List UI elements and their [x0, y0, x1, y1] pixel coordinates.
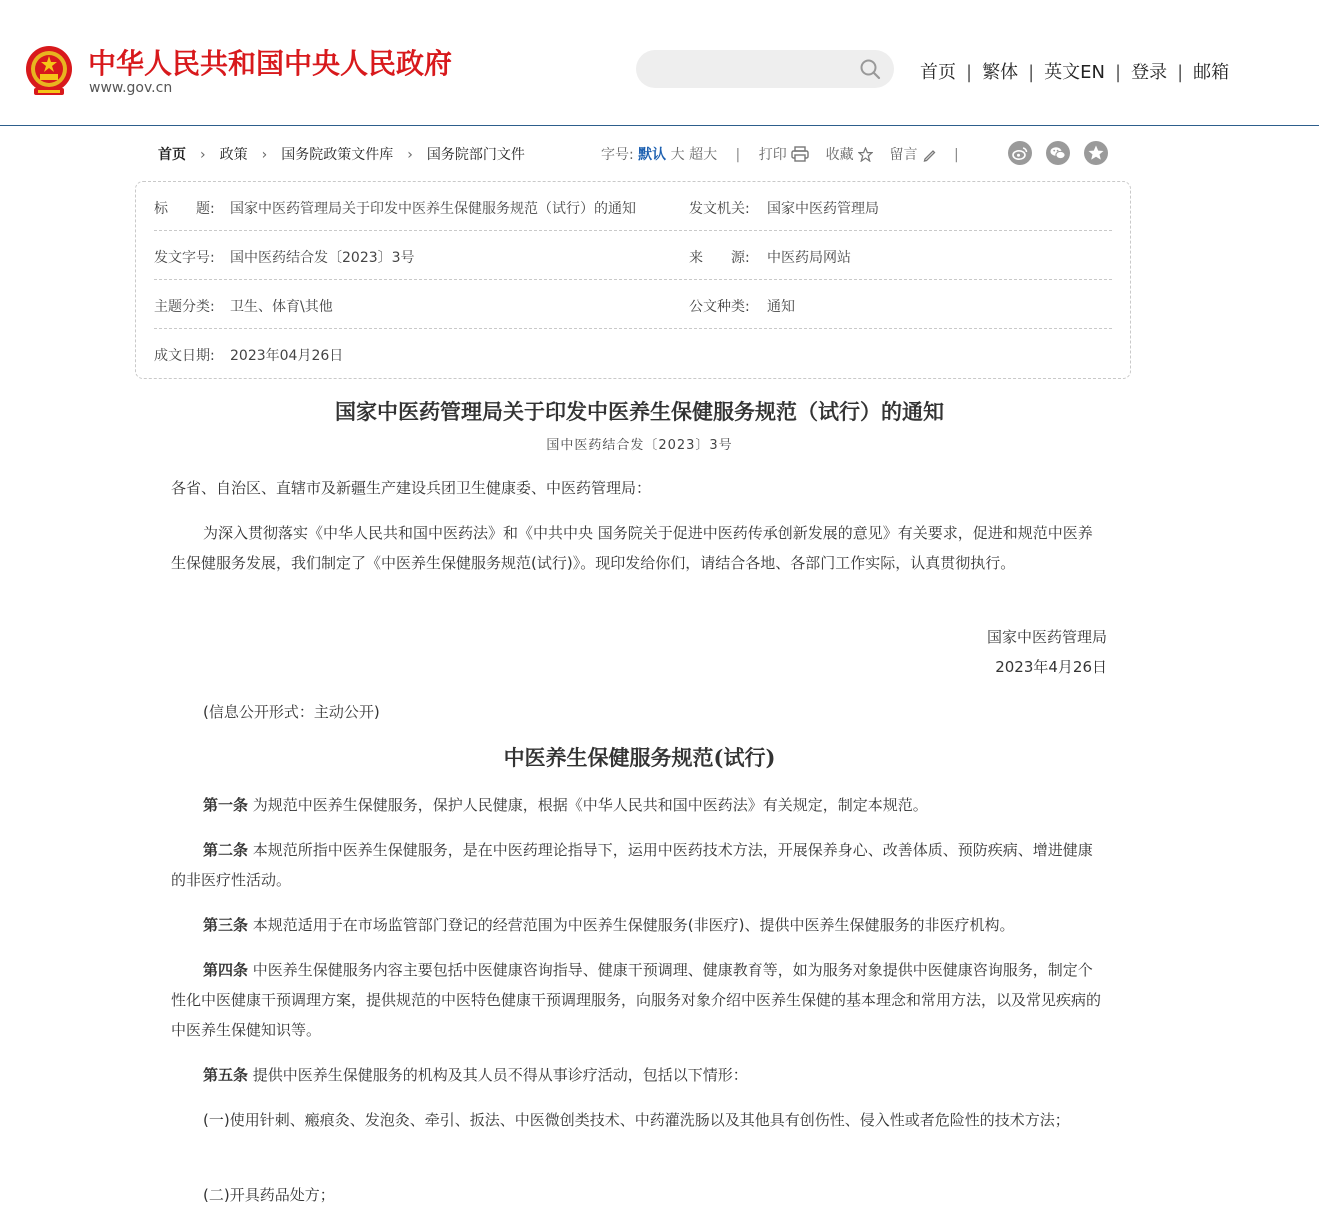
divider: | — [953, 147, 959, 163]
topic-label: 主题分类: — [154, 299, 215, 315]
article-tools — [601, 144, 973, 164]
font-size-default[interactable]: 默认 — [638, 147, 667, 163]
list-item: (二)开具药品处方； — [203, 1186, 335, 1204]
article-clause — [171, 955, 1107, 1045]
breadcrumb — [158, 144, 525, 164]
sign-date: 2023年4月26日 — [995, 658, 1107, 676]
list-item: (一)使用针刺、瘢痕灸、发泡灸、牵引、扳法、中医微创类技术、中药灌洗肠以及其他具有创伤性、侵入性或者危险性的技术方法； — [203, 1111, 1070, 1129]
nav-separator: | — [1177, 62, 1184, 83]
issuer-value: 国家中医药管理局 — [767, 201, 879, 217]
doc-number-value: 国中医药结合发〔2023〕3号 — [230, 250, 415, 266]
search-icon[interactable] — [859, 58, 881, 80]
top-nav — [920, 58, 1229, 84]
clause-text: 为规范中医养生保健服务，保护人民健康，根据《中华人民共和国中医药法》有关规定，制定本规范。 — [248, 796, 928, 814]
breadcrumb-policy-library[interactable]: 国务院政策文件库 — [281, 147, 394, 163]
topic-value: 卫生、体育\其他 — [230, 299, 333, 315]
font-size-xlarge[interactable]: 超大 — [689, 147, 718, 163]
nav-traditional[interactable]: 繁体 — [982, 62, 1019, 83]
national-emblem-icon[interactable] — [24, 44, 74, 98]
nav-separator: | — [1028, 62, 1035, 83]
clause-text: 本规范适用于在市场监管部门登记的经营范围为中医养生保健服务(非医疗)、提供中医养生保健服务的非医疗机构。 — [248, 916, 1015, 934]
article-doc-number: 国中医药结合发〔2023〕3号 — [546, 438, 733, 453]
source-label: 来 源: — [689, 250, 750, 266]
article-clause — [171, 1060, 1107, 1090]
site-domain: www.gov.cn — [89, 80, 173, 96]
article-clause — [171, 790, 1107, 820]
breadcrumb-policy[interactable]: 政策 — [219, 147, 248, 163]
divider: | — [735, 147, 741, 163]
header-divider — [0, 125, 1319, 126]
favorite-button[interactable] — [826, 144, 873, 164]
nav-separator: | — [1115, 62, 1122, 83]
clause-text: 提供中医养生保健服务的机构及其人员不得从事诊疗活动，包括以下情形： — [248, 1066, 748, 1084]
nav-separator: | — [966, 62, 973, 83]
search-box — [636, 50, 894, 88]
printer-icon — [791, 146, 809, 162]
clause-text: 本规范所指中医养生保健服务，是在中医药理论指导下，运用中医药技术方法，开展保养身心、改善体质、预防疾病、增进健康的非医疗性活动。 — [171, 841, 1093, 889]
nav-login[interactable]: 登录 — [1131, 62, 1168, 83]
comment-button[interactable] — [890, 144, 936, 164]
clause-label: 第三条 — [203, 916, 249, 934]
doc-type-label: 公文种类: — [689, 299, 750, 315]
clause-label: 第二条 — [203, 841, 249, 859]
doc-number-label: 发文字号: — [154, 250, 215, 266]
comment-label: 留言 — [889, 147, 918, 163]
breadcrumb-department-docs[interactable]: 国务院部门文件 — [426, 147, 525, 163]
title-label: 标 题: — [154, 201, 215, 217]
chevron-right-icon: › — [200, 147, 206, 163]
font-size-label: 字号: — [601, 147, 634, 163]
clause-text: 中医养生保健服务内容主要包括中医健康咨询指导、健康干预调理、健康教育等，如为服务对象提供中医健康咨询服务，制定个性化中医健康干预调理方案，提供规范的中医特色健康干预调理服务，向服务对象介绍中医养生保健的基本理念和常用方法，以及常见疾病的中医养生保健知识等。 — [171, 961, 1102, 1039]
qzone-icon[interactable] — [1084, 141, 1108, 165]
chevron-right-icon: › — [261, 147, 268, 163]
info-row — [154, 231, 1112, 280]
disclosure-note: (信息公开形式：主动公开) — [203, 703, 380, 721]
date-label: 成文日期: — [154, 348, 215, 364]
article-title: 国家中医药管理局关于印发中医养生保健服务规范（试行）的通知 — [335, 399, 944, 424]
pencil-icon — [922, 148, 936, 162]
favorite-label: 收藏 — [825, 147, 854, 163]
article-clause — [171, 835, 1107, 895]
breadcrumb-home[interactable]: 首页 — [158, 147, 186, 163]
nav-mail[interactable]: 邮箱 — [1193, 62, 1230, 83]
wechat-icon[interactable] — [1046, 141, 1070, 165]
weibo-icon[interactable] — [1008, 141, 1032, 165]
source-value: 中医药局网站 — [767, 250, 851, 266]
site-title[interactable]: 中华人民共和国中央人民政府 — [88, 47, 453, 80]
issuer-label: 发文机关: — [689, 201, 750, 217]
article-clause — [171, 910, 1107, 940]
doc-type-value: 通知 — [767, 299, 795, 315]
clause-label: 第五条 — [203, 1066, 249, 1084]
date-value: 2023年04月26日 — [230, 348, 344, 364]
signer: 国家中医药管理局 — [986, 628, 1107, 646]
salutation: 各省、自治区、直辖市及新疆生产建设兵团卫生健康委、中医药管理局： — [171, 479, 652, 497]
print-label: 打印 — [758, 147, 787, 163]
info-row — [154, 329, 1112, 377]
font-size-large[interactable]: 大 — [670, 147, 685, 163]
nav-home[interactable]: 首页 — [920, 62, 956, 83]
body-paragraph: 为深入贯彻落实《中华人民共和国中医药法》和《中共中央 国务院关于促进中医药传承创新发展的意见》有关要求，促进和规范中医养生保健服务发展，我们制定了《中医养生保健服务规范(试行)》。现印发给你们，请结合各地、各部门工作实际，认真贯彻执行。 — [171, 524, 1093, 572]
search-input[interactable] — [654, 58, 858, 82]
nav-english[interactable]: 英文EN — [1044, 62, 1105, 83]
clause-label: 第四条 — [203, 961, 249, 979]
chevron-right-icon: › — [407, 147, 413, 163]
title-value: 国家中医药管理局关于印发中医养生保健服务规范（试行）的通知 — [230, 201, 636, 217]
star-icon — [858, 147, 873, 162]
print-button[interactable] — [759, 144, 809, 164]
section-title: 中医养生保健服务规范(试行) — [503, 745, 776, 770]
info-row — [154, 182, 1112, 231]
clause-label: 第一条 — [203, 796, 249, 814]
info-row — [154, 280, 1112, 329]
site-header — [0, 0, 1319, 125]
document-info-table — [135, 181, 1131, 379]
